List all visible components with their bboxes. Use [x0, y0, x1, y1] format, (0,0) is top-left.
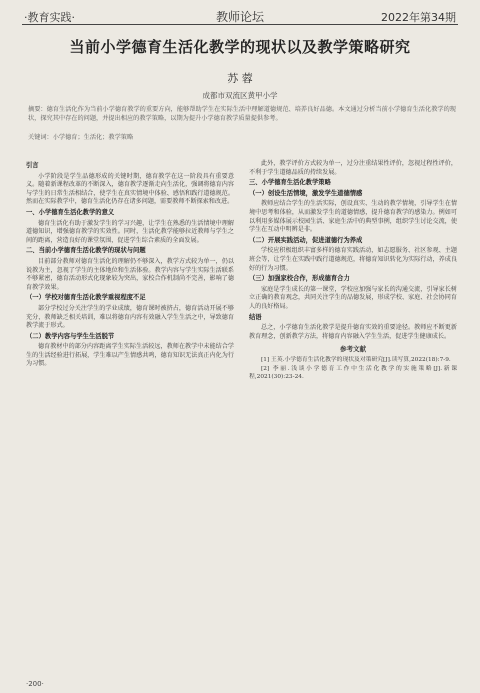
- header-rule: [22, 24, 458, 25]
- body-paragraph: 小学阶段是学生品德形成的关键时期，德育教学在这一阶段具有重要意义。随着新课程改革的不断深入，德育教学逐渐走向生活化，强调将德育内容与学生的日常生活相结合，使学生在真实情境中体验、感悟和践行道德规范。然而在实际教学中，德育生活化仍存在诸多问题，需要教师不断探索和改进。: [26, 172, 234, 206]
- section-heading: （一）创设生活情境，激发学生道德情感: [249, 189, 363, 197]
- section-heading: （一）学校对德育生活化教学重视程度不足: [26, 294, 146, 302]
- page-number: ·200·: [26, 680, 44, 688]
- reference-item: [1] 王英.小学德育生活化教学的现状及对策研究[J].读写算,2022(18):7-9.: [261, 356, 451, 363]
- body-paragraph: 家庭是学生成长的第一课堂，学校应加强与家长的沟通交流，引导家长树立正确的教育观念，共同关注学生的品德发展，形成学校、家庭、社会协同育人的良好格局。: [249, 285, 457, 310]
- section-heading: 三、小学德育生活化教学策略: [249, 179, 331, 187]
- article-author: 苏 蓉: [227, 72, 253, 85]
- body-paragraph: 此外，教学评价方式较为单一，过分注重结果性评价，忽视过程性评价，不利于学生道德品质的持续发展。: [249, 160, 457, 176]
- body-paragraph: 部分学校过分关注学生的学业成绩，德育课时被挤占，德育活动开展不够充分，教师缺乏相关培训，难以将德育内容有效融入学生生活之中，导致德育教学流于形式。: [26, 304, 234, 330]
- page-header: [0, 0, 480, 26]
- references-heading: 参考文献: [340, 345, 366, 354]
- section-heading: （二）开展实践活动，促进道德行为养成: [249, 236, 363, 244]
- header-issue: 2022年第34期: [381, 11, 456, 24]
- author-affiliation: 成都市双流区黄甲小学: [202, 91, 278, 100]
- body-paragraph: 教师应结合学生的生活实际，创设真实、生动的教学情境，引导学生在情境中思考和体验，从而激发学生的道德情感，提升德育教学的感染力。例如可以利用多媒体展示校园生活、家庭生活中的典型事例，组织学生讨论交流，使学生在互动中明辨是非。: [249, 200, 457, 234]
- section-heading: 结语: [249, 313, 262, 321]
- article-title: 当前小学德育生活化教学的现状以及教学策略研究: [69, 38, 411, 56]
- body-paragraph: 总之，小学德育生活化教学是提升德育实效的重要途径。教师应不断更新教育理念，创新教学方法，将德育内容融入学生生活，促进学生健康成长。: [249, 324, 457, 340]
- body-paragraph: 德育教材中的部分内容距离学生实际生活较远，教师在教学中未能结合学生的生活经验进行拓展，学生难以产生情感共鸣，德育知识无法真正内化为行为习惯。: [26, 343, 234, 368]
- left-column: [26, 160, 234, 370]
- body-paragraph: 学校应积极组织丰富多样的德育实践活动，如志愿服务、社区参观、主题班会等，让学生在实践中践行道德规范，将德育知识转化为实际行动，养成良好的行为习惯。: [249, 247, 457, 272]
- section-heading: 一、小学德育生活化教学的意义: [26, 208, 115, 216]
- section-heading: （三）加强家校合作，形成德育合力: [249, 275, 350, 283]
- article-abstract: 摘要：德育生活化作为当前小学德育教学的重要方向，能够帮助学生在实际生活中理解道德规范、培养良好品德。本文通过分析当前小学德育生活化教学的现状，探究其中存在的问题，并提出相应的教学策略，以期为提升小学德育教学质量提供参考。: [28, 106, 456, 122]
- reference-item: [2] 李丽.浅谈小学德育工作中生活化教学的实施策略[J].新课程,2021(30):23-24.: [249, 365, 457, 380]
- header-section-label: ·教育实践·: [24, 11, 75, 24]
- section-heading: （二）教学内容与学生生活脱节: [26, 332, 115, 340]
- body-paragraph: 德育生活化有助于激发学生的学习兴趣，让学生在熟悉的生活情境中理解道德知识，增强德育教学的实效性。同时，生活化教学能够拉近教师与学生之间的距离，营造良好的课堂氛围，促进学生综合素质的全面发展。: [26, 219, 234, 244]
- section-heading: 二、当前小学德育生活化教学的现状与问题: [26, 247, 146, 255]
- section-heading: 引言: [26, 162, 39, 169]
- article-keywords: 关键词：小学德育；生活化；教学策略: [28, 134, 134, 141]
- body-paragraph: 目前部分教师对德育生活化的理解仍不够深入，教学方式较为单一，仍以说教为主，忽视了学生的主体地位和生活体验。教学内容与学生实际生活联系不够紧密，德育活动形式化现象较为突出，家校合作机制尚不完善，影响了德育教学效果。: [26, 257, 234, 291]
- right-column: [249, 160, 457, 382]
- header-journal-name: 教师论坛: [215, 10, 264, 24]
